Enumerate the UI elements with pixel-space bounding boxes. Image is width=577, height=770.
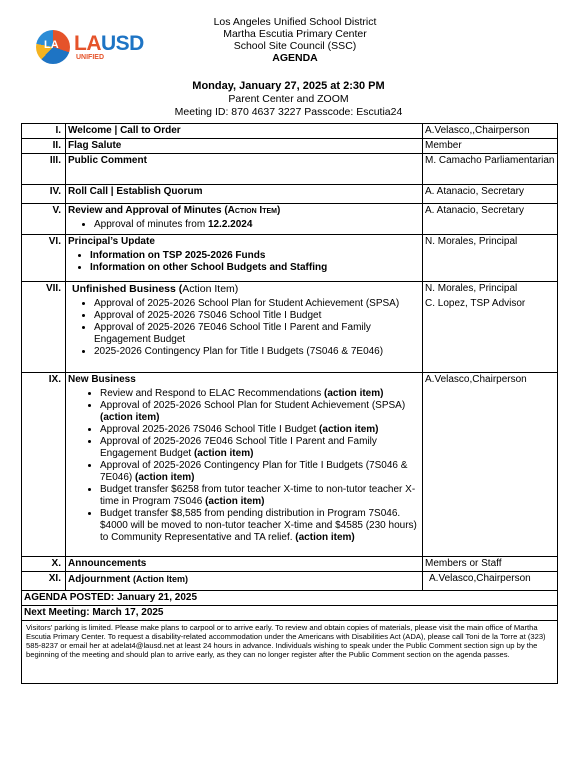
visitor-notice: Visitors’ parking is limited. Please make plans to carpool or to arrive early. To review and obtain copies of materials, please visit the main office of Martha Escutia Primary Center. To request a disability-related accommodation under the Americans with Disabilities Act (ADA), please call Toni de la Torre at (323) 585-8237 or email her at adelat4@lausd.net at least 24 hours in advance. Individuals wishing to speak under the Public Comment section sign up by the beginning of the meeting and should plan to arrive early, as they can no longer register after the Public Comment section on the agenda passes.	[22, 621, 558, 684]
item-title-close: )	[234, 283, 239, 295]
page-title: AGENDA	[272, 52, 318, 64]
item-title: Flag Salute	[68, 140, 122, 151]
item-presenters	[423, 282, 558, 373]
list-item: • Approval of 2025-2026 7S046 School Title I Budget	[94, 310, 420, 322]
bullet-bold: (action item)	[205, 496, 265, 507]
agenda-table	[21, 123, 558, 684]
item-presenter: N. Morales, Principal	[425, 283, 518, 294]
agenda-row	[22, 373, 558, 557]
bullet-bold: (action item)	[319, 424, 379, 435]
item-bullets	[68, 298, 420, 358]
agenda-row	[22, 572, 558, 591]
item-bullets	[68, 388, 420, 544]
list-item: • 2025-2026 Contingency Plan for Title I Budgets (7S046 & 7E046)	[94, 346, 420, 358]
bullet-text: Budget transfer $6258 from tutor teacher X-time to non-tutor teacher X-time in Program 7S046	[100, 484, 416, 507]
agenda-row	[22, 154, 558, 185]
item-title	[68, 205, 280, 216]
item-title: Adjournment	[68, 574, 133, 585]
list-item	[100, 460, 420, 484]
meeting-id: Meeting ID: 870 4637 3227 Passcode: Escutia24	[174, 106, 403, 118]
item-number: I.	[22, 124, 66, 139]
item-title-text: Unfinished Business (	[72, 283, 183, 295]
bullet-bold: (action item)	[135, 472, 195, 483]
item-cell	[66, 185, 423, 204]
agenda-row	[22, 235, 558, 282]
item-presenter: A.Velasco,,Chairperson	[423, 124, 558, 139]
bullet-text: Review and Respond to ELAC Recommendations	[100, 388, 325, 399]
council-name: School Site Council (SSC)	[233, 40, 357, 52]
item-bullets	[68, 250, 420, 274]
item-cell	[66, 373, 423, 557]
item-cell	[66, 235, 423, 282]
logo-la: LA	[74, 32, 101, 55]
agenda-row	[22, 282, 558, 373]
bullet-text: Budget transfer $8,585 from pending distribution in Program 7S046. $4000 will be moved to non-tutor teacher X-time and $4585 (230 hours) to Community Representative and TA relief.	[100, 508, 417, 543]
item-title-close: )	[277, 205, 281, 216]
list-item	[100, 436, 420, 460]
item-number: VII.	[22, 282, 66, 373]
item-title: Announcements	[68, 558, 147, 569]
item-cell	[66, 204, 423, 235]
item-number: III.	[22, 154, 66, 185]
bullet-text: Approval of 2025-2026 School Plan for Student Achievement (SPSA)	[100, 400, 406, 411]
item-number: XI.	[22, 572, 66, 591]
bullet-bold: (action item)	[100, 412, 160, 423]
item-cell	[66, 557, 423, 572]
lausd-emblem-icon	[36, 30, 70, 64]
item-presenter-2: C. Lopez, TSP Advisor	[425, 298, 526, 309]
item-number: V.	[22, 204, 66, 235]
list-item	[100, 484, 420, 508]
meeting-location: Parent Center and ZOOM	[228, 93, 349, 105]
list-item: • Information on TSP 2025-2026 Funds	[90, 250, 420, 262]
agenda-row	[22, 139, 558, 154]
item-number: VI.	[22, 235, 66, 282]
lausd-logo	[36, 30, 166, 66]
item-title: Principal’s Update	[68, 236, 155, 247]
list-item	[100, 400, 420, 424]
item-number: II.	[22, 139, 66, 154]
bullet-bold: (action item)	[193, 448, 254, 459]
logo-usd: USD	[101, 32, 144, 55]
bullet-text: Approval of minutes from	[94, 219, 208, 230]
item-bullets	[68, 219, 420, 231]
item-number: IX.	[22, 373, 66, 557]
list-item	[100, 388, 420, 400]
item-title-tag: (Action Item)	[133, 574, 188, 584]
item-title-text: Review and Approval of Minutes (	[68, 205, 228, 216]
list-item: • Approval of 2025-2026 School Plan for Student Achievement (SPSA)	[94, 298, 420, 310]
item-presenter: A.Velasco,Chairperson	[423, 373, 558, 557]
item-presenter: A. Atanacio, Secretary	[423, 185, 558, 204]
item-cell	[66, 154, 423, 185]
item-presenter: N. Morales, Principal	[423, 235, 558, 282]
item-title	[68, 283, 238, 295]
agenda-row	[22, 621, 558, 684]
bullet-text: Approval 2025-2026 7S046 School Title I Budget	[100, 424, 320, 435]
item-title: Roll Call | Establish Quorum	[68, 186, 203, 197]
item-presenter: A.Velasco,Chairperson	[423, 572, 558, 591]
list-item: • Approval of 2025-2026 7E046 School Title I Parent and Family Engagement Budget	[94, 322, 420, 346]
item-presenter: Member	[423, 139, 558, 154]
item-presenter: A. Atanacio, Secretary	[423, 204, 558, 235]
bullet-text: Approval of 2025-2026 Contingency Plan for Title I Budgets (7S046 & 7E046)	[100, 460, 408, 483]
item-presenter: Members or Staff	[423, 557, 558, 572]
agenda-row	[22, 124, 558, 139]
logo-unified: UNIFIED	[76, 54, 104, 61]
item-number: X.	[22, 557, 66, 572]
item-cell	[66, 124, 423, 139]
agenda-row	[22, 185, 558, 204]
meeting-date: Monday, January 27, 2025 at 2:30 PM	[192, 80, 385, 92]
bullet-bold: (action item)	[295, 532, 355, 543]
item-title: New Business	[68, 374, 136, 385]
item-presenter: M. Camacho Parliamentarian	[423, 154, 558, 185]
agenda-row	[22, 557, 558, 572]
item-title: Welcome | Call to Order	[68, 125, 181, 136]
item-title-tag: Action Item	[182, 283, 235, 295]
item-cell	[66, 282, 423, 373]
list-item	[100, 424, 420, 436]
item-title: Public Comment	[68, 155, 147, 166]
list-item	[100, 508, 420, 544]
list-item: • Information on other School Budgets and Staffing	[90, 262, 420, 274]
agenda-row	[22, 204, 558, 235]
logo-wordmark	[74, 32, 144, 56]
item-cell	[66, 139, 423, 154]
next-meeting: Next Meeting: March 17, 2025	[22, 606, 558, 621]
item-cell	[66, 572, 423, 591]
agenda-row	[22, 591, 558, 606]
bullet-bold: 12.2.2024	[207, 219, 253, 230]
agenda-row	[22, 606, 558, 621]
bullet-bold: (action item)	[324, 388, 384, 399]
item-number: IV.	[22, 185, 66, 204]
item-title-tag: Action Item	[227, 205, 277, 216]
list-item	[94, 219, 420, 231]
district-name: Los Angeles Unified School District	[213, 16, 377, 28]
school-name: Martha Escutia Primary Center	[223, 28, 367, 40]
bullet-text: Approval of 2025-2026 7E046 School Title I Parent and Family Engagement Budget	[100, 436, 377, 459]
emblem-letters: LA	[44, 39, 59, 51]
posted-date: AGENDA POSTED: January 21, 2025	[22, 591, 558, 606]
